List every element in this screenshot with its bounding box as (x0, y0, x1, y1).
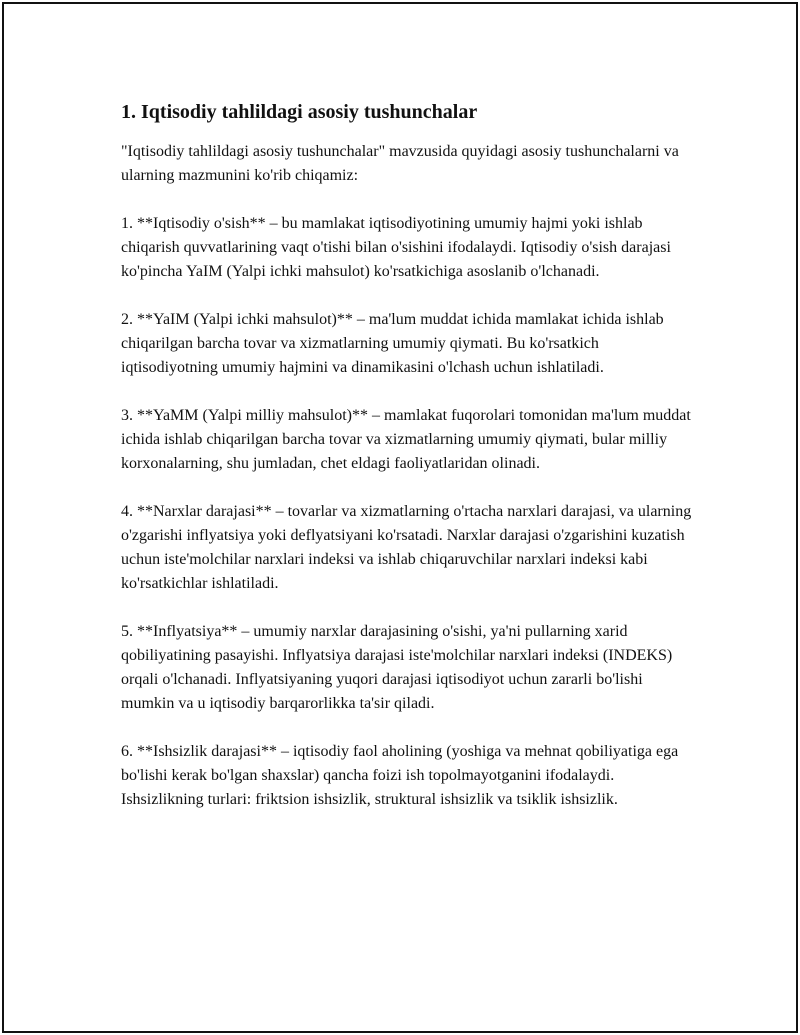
concept-paragraph-inflation: 5. **Inflyatsiya** – umumiy narxlar darajasining o'sishi, ya'ni pullarning xarid qobiliyatining pasayishi. Inflyatsiya darajasi iste'molchilar narxlari indeksi (INDEKS) orqali o'lchanadi. Inflyatsiyaning yuqori darajasi iqtisodiyot uchun zararli bo'lishi mumkin va u iqtisodiy barqarorlikka ta'sir qiladi. (121, 623, 673, 712)
intro-paragraph: "Iqtisodiy tahlildagi asosiy tushunchalar" mavzusida quyidagi asosiy tushunchalarni va ularning mazmunini ko'rib chiqamiz: (121, 143, 679, 184)
concept-paragraph-gdp: 2. **YaIM (Yalpi ichki mahsulot)** – ma'lum muddat ichida mamlakat ichida ishlab chiqarilgan barcha tovar va xizmatlarning umumiy qiymati. Bu ko'rsatkich iqtisodiyotning umumiy hajmini va dinamikasini o'lchash uchun ishlatiladi. (121, 311, 664, 376)
page-frame (2, 2, 798, 1033)
section-heading: 1. Iqtisodiy tahlildagi asosiy tushunchalar (121, 101, 478, 123)
document-body (121, 100, 696, 812)
concept-paragraph-gnp: 3. **YaMM (Yalpi milliy mahsulot)** – mamlakat fuqorolari tomonidan ma'lum muddat ichida ishlab chiqarilgan barcha tovar va xizmatlarning umumiy qiymati, bular milliy korxonalarning, shu jumladan, chet eldagi faoliyatlaridan olinadi. (121, 407, 691, 472)
concept-paragraph-economic-growth: 1. **Iqtisodiy o'sish** – bu mamlakat iqtisodiyotining umumiy hajmi yoki ishlab chiqarish quvvatlarining vaqt o'tishi bilan o'sishini ifodalaydi. Iqtisodiy o'sish darajasi ko'pincha YaIM (Yalpi ichki mahsulot) ko'rsatkichiga asoslanib o'lchanadi. (121, 215, 671, 280)
concept-paragraph-price-level: 4. **Narxlar darajasi** – tovarlar va xizmatlarning o'rtacha narxlari darajasi, va ularning o'zgarishi inflyatsiya yoki deflyatsiyani ko'rsatadi. Narxlar darajasi o'zgarishini kuzatish uchun iste'molchilar narxlari indeksi va ishlab chiqaruvchilar narxlari indeksi kabi ko'rsatkichlar ishlatiladi. (121, 503, 692, 592)
concept-paragraph-unemployment: 6. **Ishsizlik darajasi** – iqtisodiy faol aholining (yoshiga va mehnat qobiliyatiga ega bo'lishi kerak bo'lgan shaxslar) qancha foizi ish topolmayotganini ifodalaydi. Ishsizlikning turlari: friktsion ishsizlik, struktural ishsizlik va tsiklik ishsizlik. (121, 743, 679, 808)
